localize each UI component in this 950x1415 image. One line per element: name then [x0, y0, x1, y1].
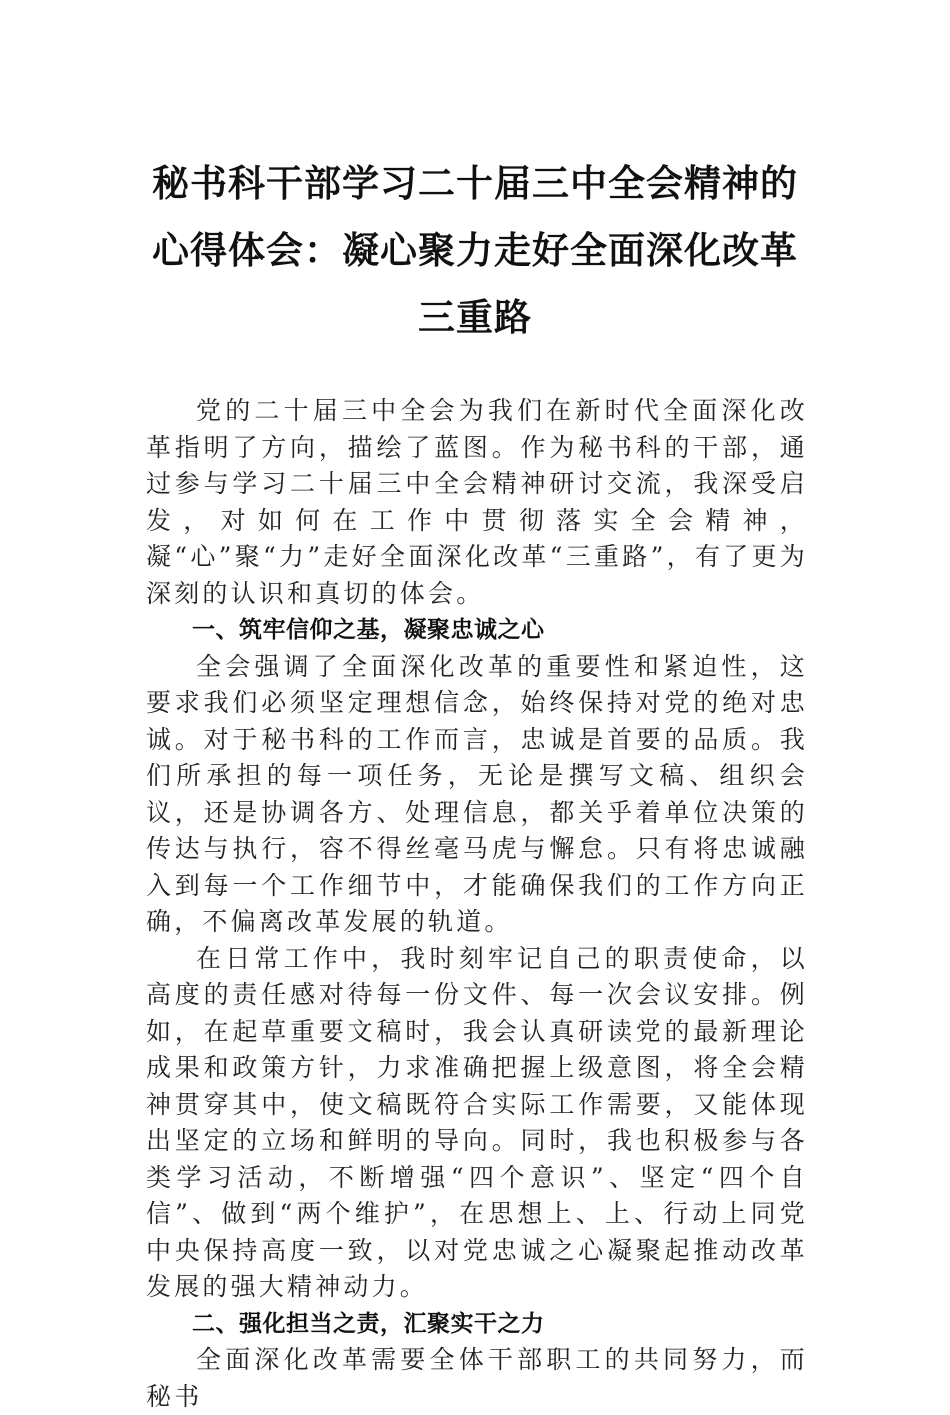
document-body: [146, 393, 808, 1415]
section-1-paragraph-2: 在日常工作中，我时刻牢记自己的职责使命，以高度的责任感对待每一份文件、每一次会议安排。例如，在起草重要文稿时，我会认真研读党的最新理论成果和政策方针，力求准确把握上级意图，将全会精神贯穿其中，使文稿既符合实际工作需要，又能体现出坚定的立场和鲜明的导向。同时，我也积极参与各类学习活动，不断增强“四个意识”、坚定“四个自信”、做到“两个维护”，在思想上、上、行动上同党中央保持高度一致，以对党忠诚之心凝聚起推动改革发展的强大精神动力。: [146, 943, 808, 1301]
document-title: 秘书科干部学习二十届三中全会精神的心得体会：凝心聚力走好全面深化改革三重路: [152, 161, 798, 339]
section-2-heading: 二、强化担当之责，汇聚实干之力: [192, 1310, 545, 1337]
section-1-heading: 一、筑牢信仰之基，凝聚忠诚之心: [192, 617, 545, 643]
section-2-paragraph-1: 全面深化改革需要全体干部职工的共同努力，而秘书: [146, 1345, 808, 1411]
intro-paragraph: 党的二十届三中全会为我们在新时代全面深化改革指明了方向，描绘了蓝图。作为秘书科的干部，通过参与学习二十届三中全会精神研讨交流，我深受启发，对如何在工作中贯彻落实全会精神，凝“心”聚“力”走好全面深化改革“三重路”，有了更为深刻的认识和真切的体会。: [146, 396, 808, 608]
section-1-paragraph-1: 全会强调了全面深化改革的重要性和紧迫性，这要求我们必须坚定理想信念，始终保持对党的绝对忠诚。对于秘书科的工作而言，忠诚是首要的品质。我们所承担的每一项任务，无论是撰写文稿、组织会议，还是协调各方、处理信息，都关乎着单位决策的传达与执行，容不得丝毫马虎与懈怠。只有将忠诚融入到每一个工作细节中，才能确保我们的工作方向正确，不偏离改革发展的轨道。: [146, 651, 808, 936]
